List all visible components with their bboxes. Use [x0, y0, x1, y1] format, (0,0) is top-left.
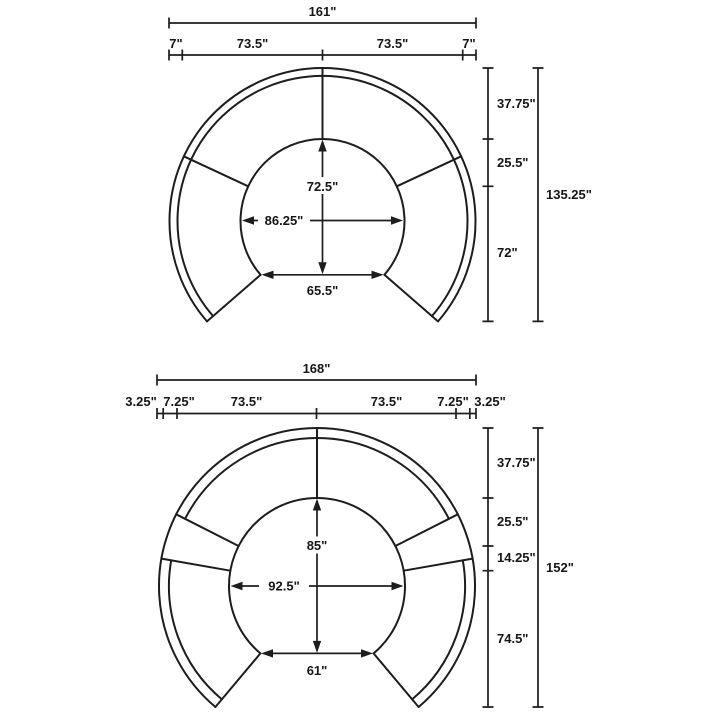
- bottom-diagram: [125, 361, 574, 707]
- bottom-width-seg-label: 73.5": [230, 394, 263, 409]
- top-interior-depth-dim: [301, 140, 344, 275]
- top-height-seg-label: 25.5": [497, 155, 529, 170]
- bottom-width-seg-label: 3.25": [474, 394, 506, 409]
- arrowhead-right: [392, 582, 404, 590]
- arrowhead-left: [262, 271, 274, 279]
- bottom-height-segments-dim: [483, 428, 536, 707]
- top-left-seam: [184, 156, 248, 186]
- arrowhead-left: [231, 582, 243, 590]
- top-width-seg-label: 73.5": [236, 36, 269, 51]
- top-right-end-edge: [384, 275, 438, 322]
- bottom-height-seg-label: 25.5": [497, 514, 529, 529]
- bottom-back-band-arc-lower-right: [412, 560, 465, 699]
- bottom-height-seg-label: 74.5": [497, 631, 529, 646]
- bottom-width-total-label: 168": [302, 361, 331, 376]
- top-diagram: [169, 4, 592, 321]
- top-interior-width-label: 86.25": [264, 213, 304, 228]
- bottom-width-segments-dim: [125, 394, 505, 419]
- top-opening-width-dim: [262, 271, 384, 298]
- bottom-back-band-arc-upper-right: [317, 438, 449, 519]
- bottom-right-end-edge: [374, 653, 419, 707]
- top-height-total-dim: [533, 68, 592, 321]
- top-width-segments-dim: [169, 36, 476, 61]
- top-width-total-label: 161": [308, 4, 337, 19]
- arrowhead-down: [318, 262, 326, 274]
- bottom-left-wedge-lower-seam: [161, 559, 230, 571]
- bottom-left-wedge-upper-seam: [176, 514, 238, 546]
- top-width-seg-label: 7": [462, 36, 476, 51]
- top-opening-width-label: 65.5": [306, 283, 339, 298]
- top-height-seg-label: 72": [497, 245, 518, 260]
- bottom-height-seg-label: 14.25": [497, 550, 536, 565]
- bottom-back-band-arc-lower-left: [169, 560, 222, 699]
- arrowhead-right: [391, 216, 403, 224]
- top-left-end-edge: [207, 275, 261, 322]
- bottom-width-total-dim: [157, 361, 476, 386]
- bottom-height-total-dim: [533, 428, 574, 707]
- bottom-height-seg-label: 37.75": [497, 455, 536, 470]
- top-interior-depth-label: 72.5": [306, 179, 339, 194]
- bottom-opening-width-dim: [261, 649, 373, 678]
- bottom-interior-width-label: 92.5": [268, 578, 300, 594]
- bottom-height-total-label: 152": [546, 560, 574, 575]
- arrowhead-up: [318, 140, 326, 152]
- bottom-left-end-edge: [215, 653, 260, 707]
- arrowhead-down: [313, 641, 321, 653]
- bottom-right-wedge-upper-seam: [395, 514, 457, 546]
- top-height-segments-dim: [483, 68, 536, 321]
- top-width-total-dim: [169, 4, 476, 29]
- top-height-seg-label: 37.75": [497, 96, 536, 111]
- top-width-seg-label: 7": [169, 36, 183, 51]
- top-right-seam: [397, 156, 461, 186]
- arrowhead-right: [361, 649, 373, 657]
- bottom-opening-width-label: 61": [306, 663, 328, 678]
- bottom-right-wedge-lower-seam: [404, 559, 473, 571]
- bottom-width-seg-label: 73.5": [370, 394, 403, 409]
- top-height-total-label: 135.25": [546, 187, 592, 202]
- arrowhead-right: [372, 271, 384, 279]
- bottom-width-seg-label: 7.25": [163, 394, 195, 409]
- bottom-interior-depth-dim: [303, 499, 331, 653]
- arrowhead-left: [261, 649, 273, 657]
- bottom-width-seg-label: 7.25": [437, 394, 469, 409]
- bottom-width-seg-label: 3.25": [125, 394, 157, 409]
- arrowhead-up: [313, 499, 321, 511]
- arrowhead-left: [242, 216, 254, 224]
- top-width-seg-label: 73.5": [376, 36, 409, 51]
- bottom-back-band-arc-upper-left: [185, 438, 317, 519]
- bottom-interior-depth-label: 85": [306, 538, 328, 553]
